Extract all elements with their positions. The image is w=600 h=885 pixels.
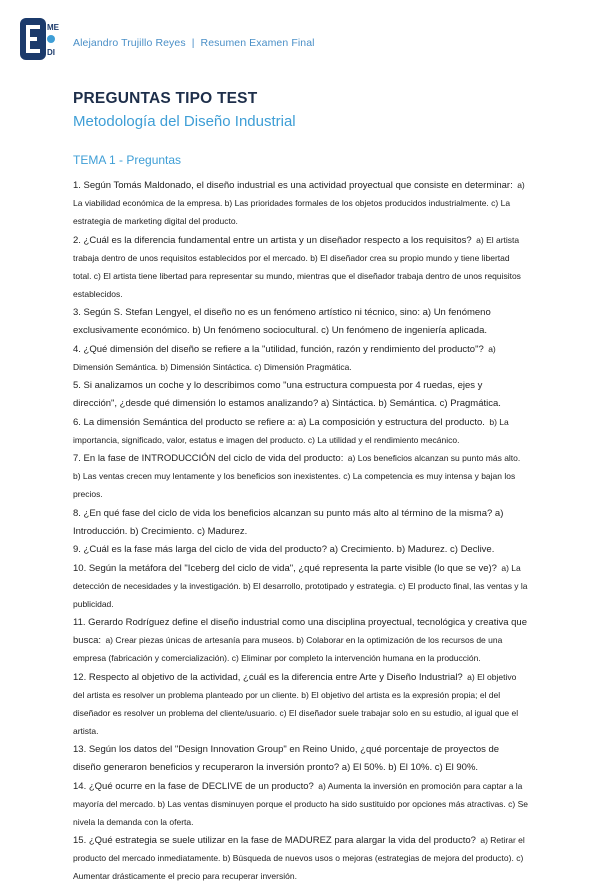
question-item — [73, 539, 528, 557]
question-item — [73, 612, 528, 666]
question-text: 2. ¿Cuál es la diferencia fundamental entre un artista y un diseñador respecto a los requisitos? a) El artista trabaja dentro de unos requisitos establecidos por el mercado. b) El diseñador crea su propio mundo y tiene libertad total. c) El artista tiene libertad para representar su mundo, mientras que el diseñador trabaja dentro de unos requisitos establecidos. — [73, 234, 521, 299]
logo-me-text: ME — [47, 23, 59, 32]
answer-options: a) La viabilidad económica de la empresa. b) Las prioridades formales de los objetos producidos industrialmente. c) La estrategia de marketing digital del producto. — [73, 180, 525, 226]
answer-options: a) El objetivo del artista es resolver un problema planteado por un cliente. b) El objetivo del artista es la expresión propia; el del diseñador es resolver un problema del cliente/usuario. c) El diseñador suele trabajar solo en su estudio, al igual que el artista. — [73, 671, 519, 736]
question-text: 15. ¿Qué estrategia se suele utilizar en la fase de MADUREZ para alargar la vida del producto? a) Retirar el producto del mercado inmediatamente. b) Búsqueda de nuevos usos o mejoras (estrategias de mejora del producto). c) Aumentar drásticamente el precio para recuperar inversión. — [73, 835, 525, 881]
question-text: 1. Según Tomás Maldonado, el diseño industrial es una actividad proyectual que consiste en determinar: a) La viabilidad económica de la empresa. b) Las prioridades formales de los objetos producidos industrialmente. c) La estrategia de marketing digital del producto. — [73, 180, 525, 226]
answer-options: a) Retirar el producto del mercado inmediatamente. b) Búsqueda de nuevos usos o mejoras (estrategias de mejora del producto). c) Aumentar drásticamente el precio para recuperar inversión. — [73, 835, 525, 881]
answer-options: a) Dimensión Semántica. b) Dimensión Sintáctica. c) Dimensión Pragmática. — [73, 343, 496, 372]
question-text: 3. Según S. Stefan Lengyel, el diseño no es un fenómeno artístico ni técnico, sino: a) Un fenómeno exclusivamente económico. b) Un fenómeno sociocultural. c) Un fenómeno de ingeniería aplicada. — [73, 307, 491, 336]
question-item — [73, 739, 528, 775]
question-item — [73, 175, 528, 229]
question-item — [73, 776, 528, 830]
question-text: 11. Gerardo Rodríguez define el diseño industrial como una disciplina proyectual, tecnológica y creativa que busca: a) Crear piezas únicas de artesanía para museos. b) Colaborar en la optimización de los recursos de una empresa (fabricación y comercialización). c) Eliminar por completo la intervención humana en la producción. — [73, 617, 527, 663]
document-header — [73, 37, 315, 49]
author-name: Alejandro Trujillo Reyes — [73, 37, 186, 49]
question-item — [73, 667, 528, 739]
question-item — [73, 375, 528, 411]
header-separator: | — [191, 37, 195, 49]
answer-options: a) El artista trabaja dentro de unos requisitos establecidos por el mercado. b) El diseñador crea su propio mundo y tiene libertad total. c) El artista tiene libertad para representar su mundo, mientras que el diseñador trabaja dentro de unos requisitos establecidos. — [73, 234, 521, 299]
answer-options: a) Aumenta la inversión en promoción para captar a la mayoría del mercado. b) Las ventas disminuyen porque el producto ha sido sustituido por opciones más atractivas. c) Se nivela la demanda con la oferta. — [73, 780, 528, 827]
question-text: 9. ¿Cuál es la fase más larga del ciclo de vida del producto? a) Crecimiento. b) Madurez. c) Declive. — [73, 544, 495, 555]
question-text: 13. Según los datos del "Design Innovation Group" en Reino Unido, ¿qué porcentaje de proyectos de diseño generaron beneficios y recuperaron la inversión pronto? a) El 50%. b) El 10%. c) El 90%. — [73, 744, 500, 773]
question-text: 5. Si analizamos un coche y lo describimos como "una estructura compuesta por 4 ruedas, ejes y dirección", ¿desde qué dimensión lo estamos analizando? a) Sintáctica. b) Semántica. c) Pragmática. — [73, 380, 501, 409]
question-text: 14. ¿Qué ocurre en la fase de DECLIVE de un producto? a) Aumenta la inversión en promoción para captar a la mayoría del mercado. b) Las ventas disminuyen porque el producto ha sido sustituido por opciones más atractivas. c) Se nivela la demanda con la oferta. — [73, 780, 528, 827]
page-title: PREGUNTAS TIPO TEST — [73, 90, 258, 107]
question-item — [73, 302, 528, 338]
question-text: 6. La dimensión Semántica del producto se refiere a: a) La composición y estructura del producto. b) La importancia, significado, valor, estatus e imagen del producto. c) La utilidad y el rendimiento mecánico. — [73, 416, 509, 445]
document-title: Resumen Examen Final — [200, 37, 315, 49]
question-text: 7. En la fase de INTRODUCCIÓN del ciclo de vida del producto: a) Los beneficios alcanzan su punto más alto. b) Las ventas crecen muy lentamente y los beneficios son inexistentes. c) La competencia es muy intensa y bajan los precios. — [73, 453, 521, 499]
question-item — [73, 339, 528, 375]
question-item — [73, 448, 528, 502]
answer-options: a) La detección de necesidades y la investigación. b) El desarrollo, prototipado y estrategia. c) El producto final, las ventas y la publicidad. — [73, 562, 528, 609]
question-text: 4. ¿Qué dimensión del diseño se refiere a la "utilidad, función, razón y rendimiento del producto"? a) Dimensión Semántica. b) Dimensión Sintáctica. c) Dimensión Pragmática. — [73, 343, 496, 372]
question-text: 12. Respecto al objetivo de la actividad, ¿cuál es la diferencia entre Arte y Diseño Industrial? a) El objetivo del artista es resolver un problema planteado por un cliente. b) El objetivo del artista es la expresión propia; el del diseñador es resolver un problema del cliente/usuario. c) El diseñador suele trabajar solo en su estudio, al igual que el artista. — [73, 671, 519, 736]
question-item — [73, 412, 528, 448]
question-list — [73, 175, 528, 885]
question-item — [73, 230, 528, 302]
section-heading: TEMA 1 - Preguntas — [73, 153, 182, 167]
question-item — [73, 503, 528, 539]
answer-options: a) Los beneficios alcanzan su punto más alto. b) Las ventas crecen muy lentamente y los beneficios son inexistentes. c) La competencia es muy intensa y bajan los precios. — [73, 453, 521, 499]
logo-di-text: DI — [47, 48, 55, 57]
question-text: 10. Según la metáfora del "Iceberg del ciclo de vida", ¿qué representa la parte visible (lo que se ve)? a) La detección de necesidades y la investigación. b) El desarrollo, prototipado y estrategia. c) El producto final, las ventas y la publicidad. — [73, 562, 528, 609]
answer-options: b) La importancia, significado, valor, estatus e imagen del producto. c) La utilidad y el rendimiento mecánico. — [73, 416, 509, 445]
page-subtitle: Metodología del Diseño Industrial — [73, 113, 296, 130]
answer-options: a) Crear piezas únicas de artesanía para museos. b) Colaborar en la optimización de los recursos de una empresa (fabricación y comercialización). c) Eliminar por completo la intervención humana en la producción. — [73, 635, 503, 663]
question-item — [73, 558, 528, 612]
emedi-logo — [20, 18, 66, 60]
question-item — [73, 830, 528, 884]
emedi-logo-mark — [20, 18, 66, 60]
question-text: 8. ¿En qué fase del ciclo de vida los beneficios alcanzan su punto más alto al término de la misma? a) Introducción. b) Crecimiento. c) Madurez. — [73, 507, 504, 537]
